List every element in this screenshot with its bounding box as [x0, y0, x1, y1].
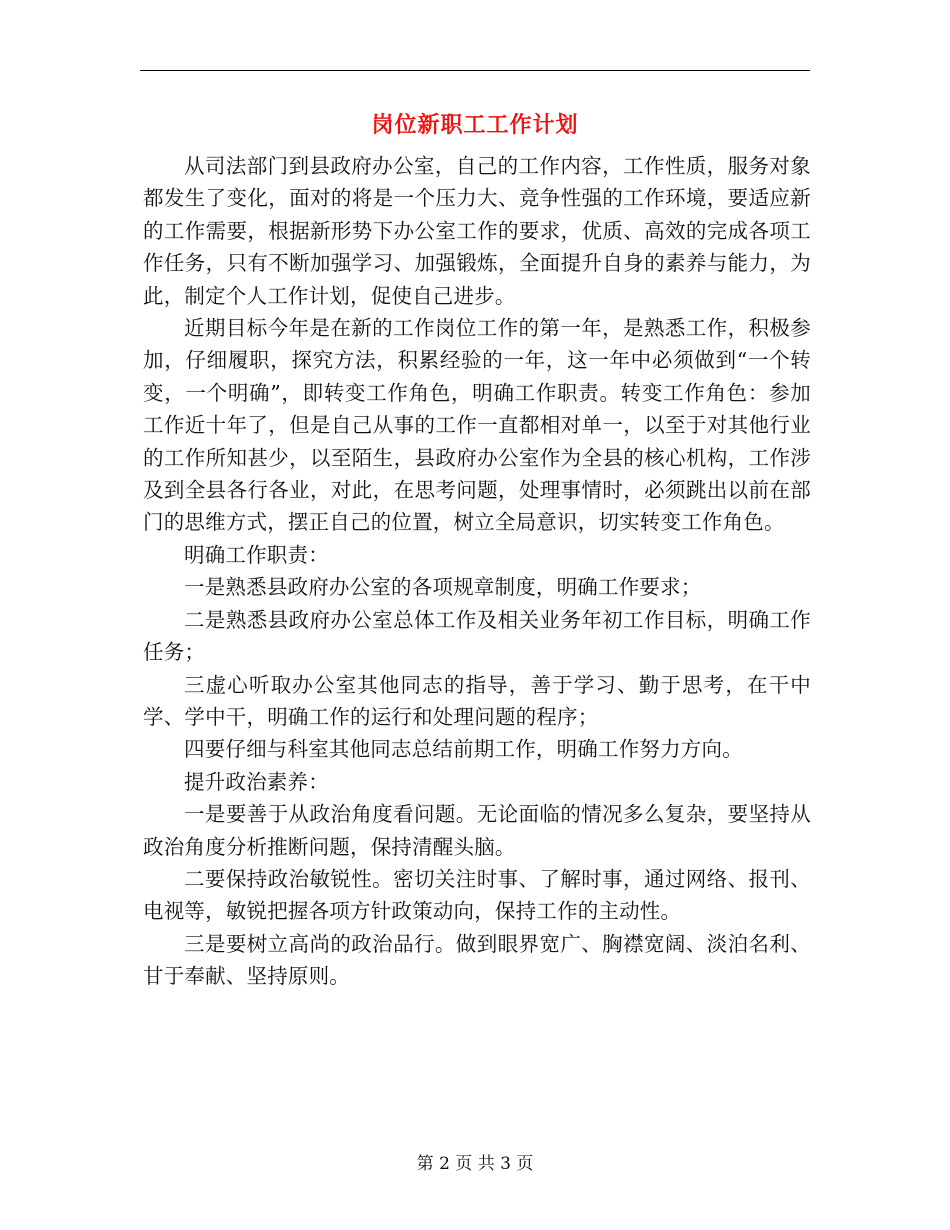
page-footer [0, 1152, 950, 1176]
header-rule [140, 70, 810, 71]
document-body [143, 150, 811, 993]
paragraph: 二是熟悉县政府办公室总体工作及相关业务年初工作目标，明确工作任务； [143, 607, 811, 665]
document-title: 岗位新职工工作计划 [371, 112, 579, 138]
paragraph: 提升政治素养： [184, 769, 329, 794]
paragraph: 一是要善于从政治角度看问题。无论面临的情况多么复杂，要坚持从政治角度分析推断问题，保持清醒头脑。 [143, 802, 811, 859]
paragraph: 四要仔细与科室其他同志总结前期工作，明确工作努力方向。 [184, 737, 743, 762]
paragraph: 三是要树立高尚的政治品行。做到眼界宽广、胸襟宽阔、淡泊名利、甘于奉献、坚持原则。 [143, 931, 811, 989]
page-number-label: 第 2 页 共 3 页 [416, 1154, 534, 1174]
paragraph: 一是熟悉县政府办公室的各项规章制度，明确工作要求； [184, 575, 702, 600]
paragraph: 明确工作职责： [184, 542, 329, 567]
paragraph: 近期目标今年是在新的工作岗位工作的第一年，是熟悉工作，积极参加，仔细履职，探究方法，积累经验的一年，这一年中必须做到“一个转变，一个明确”，即转变工作角色，明确工作职责。转变工作角色：参加工作近十年了，但是自己从事的工作一直都相对单一，以至于对其他行业的工作所知甚少，以至陌生，县政府办公室作为全县的核心机构，工作涉及到全县各行各业，对此，在思考问题，处理事情时，必须跳出以前在部门的思维方式，摆正自己的位置，树立全局意识，切实转变工作角色。 [143, 316, 811, 535]
paragraph: 从司法部门到县政府办公室，自己的工作内容，工作性质，服务对象都发生了变化，面对的将是一个压力大、竞争性强的工作环境，要适应新的工作需要，根据新形势下办公室工作的要求，优质、高效的完成各项工作任务，只有不断加强学习、加强锻炼，全面提升自身的素养与能力，为此，制定个人工作计划，促使自己进步。 [143, 154, 811, 308]
paragraph: 二要保持政治敏锐性。密切关注时事、了解时事，通过网络、报刊、电视等，敏锐把握各项方针政策动向，保持工作的主动性。 [143, 866, 811, 924]
paragraph: 三虚心听取办公室其他同志的指导，善于学习、勤于思考，在干中学、学中干，明确工作的运行和处理问题的程序； [143, 672, 811, 729]
